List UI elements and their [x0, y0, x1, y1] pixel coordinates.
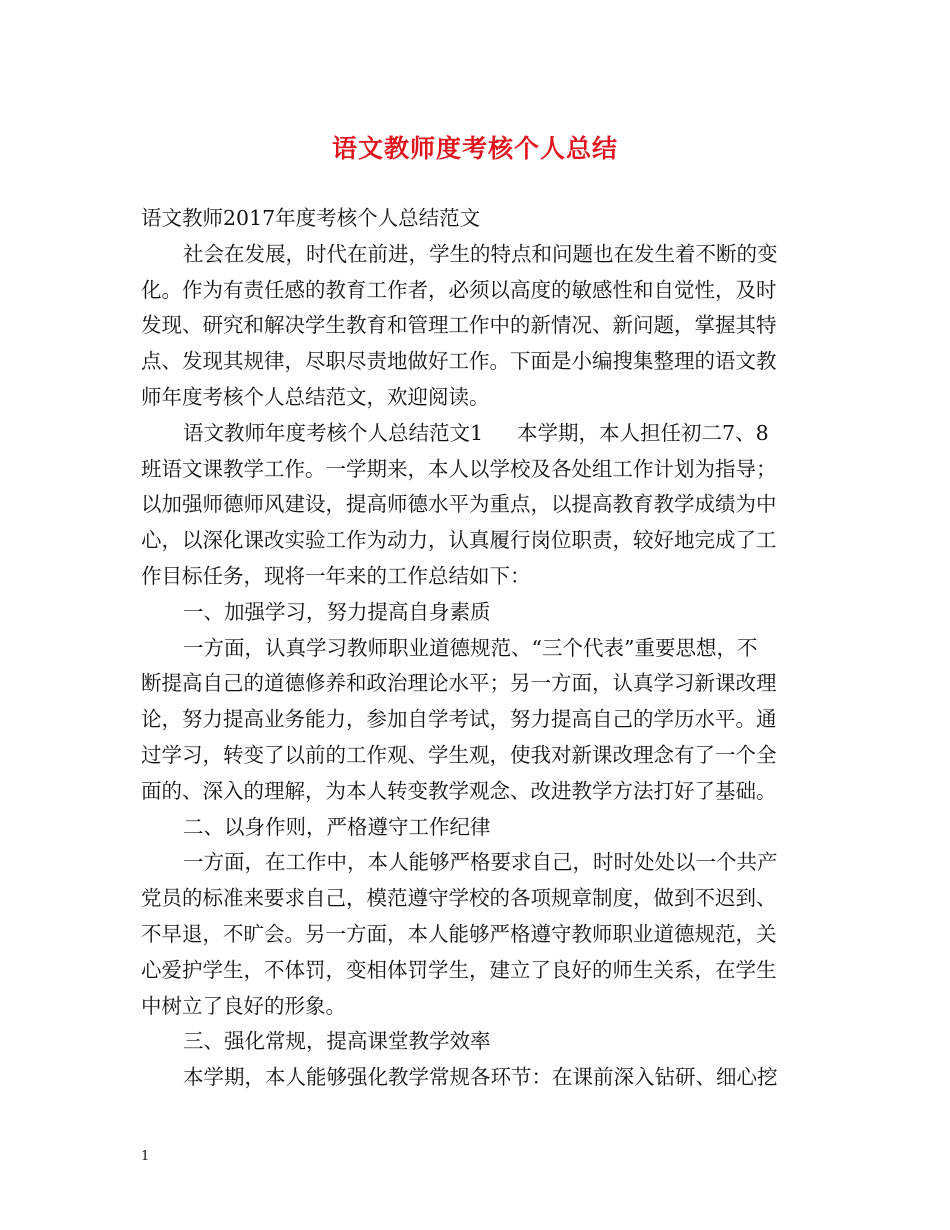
paragraph-line: 化。作为有责任感的教育工作者，必须以高度的敏感性和自觉性，及时: [141, 277, 777, 302]
paragraph-line: 不早退，不旷会。另一方面，本人能够严格遵守教师职业道德规范，关: [141, 921, 777, 946]
paragraph-line: [141, 416, 813, 452]
section-heading: 语文教师年度考核个人总结范文1: [183, 420, 484, 445]
paragraph-line: 一方面，认真学习教师职业道德规范、“三个代表”重要思想，不: [183, 635, 758, 660]
section-heading: 二、以身作则，严格遵守工作纪律: [183, 814, 491, 839]
paragraph-line: 本学期，本人能够强化教学常规各环节：在课前深入钻研、细心挖: [183, 1065, 778, 1090]
paragraph-text: 本学期，本人担任初二7、8: [517, 420, 769, 445]
paragraph-line: 面的、深入的理解，为本人转变教学观念、改进教学方法打好了基础。: [141, 778, 777, 803]
paragraph-line: 社会在发展，时代在前进，学生的特点和问题也在发生着不断的变: [183, 241, 778, 266]
paragraph-line: 班语文课教学工作。一学期来，本人以学校及各处组工作计划为指导；: [141, 456, 777, 481]
section-heading: 三、强化常规，提高课堂教学效率: [183, 1029, 491, 1054]
paragraph-line: 以加强师德师风建设，提高师德水平为重点，以提高教育教学成绩为中: [141, 492, 777, 517]
paragraph-line: 断提高自己的道德修养和政治理论水平；另一方面，认真学习新课改理: [141, 671, 777, 696]
page-number: 1: [141, 1149, 150, 1164]
paragraph-line: 过学习，转变了以前的工作观、学生观，使我对新课改理念有了一个全: [141, 742, 777, 767]
subtitle-line: 语文教师2017年度考核个人总结范文: [141, 206, 481, 230]
paragraph-line: 党员的标准来要求自己，模范遵守学校的各项规章制度，做到不迟到、: [141, 886, 777, 911]
paragraph-line: 中树立了良好的形象。: [141, 993, 346, 1018]
paragraph-line: 心爱护学生，不体罚，变相体罚学生，建立了良好的师生关系，在学生: [141, 957, 777, 982]
document-body: [141, 201, 813, 1096]
paragraph-line: 发现、研究和解决学生教育和管理工作中的新情况、新问题，掌握其特: [141, 313, 777, 338]
document-title: 语文教师度考核个人总结: [331, 134, 618, 163]
paragraph-line: 一方面，在工作中，本人能够严格要求自己，时时处处以一个共产: [183, 850, 778, 875]
section-heading: 一、加强学习，努力提高自身素质: [183, 599, 491, 624]
paragraph-line: 心，以深化课改实验工作为动力，认真履行岗位职责，较好地完成了工: [141, 528, 777, 553]
paragraph-line: 师年度考核个人总结范文，欢迎阅读。: [141, 384, 490, 409]
paragraph-line: 点、发现其规律，尽职尽责地做好工作。下面是小编搜集整理的语文教: [141, 349, 777, 374]
paragraph-line: 作目标任务，现将一年来的工作总结如下：: [141, 563, 531, 588]
paragraph-line: 论，努力提高业务能力，参加自学考试，努力提高自己的学历水平。通: [141, 707, 777, 732]
